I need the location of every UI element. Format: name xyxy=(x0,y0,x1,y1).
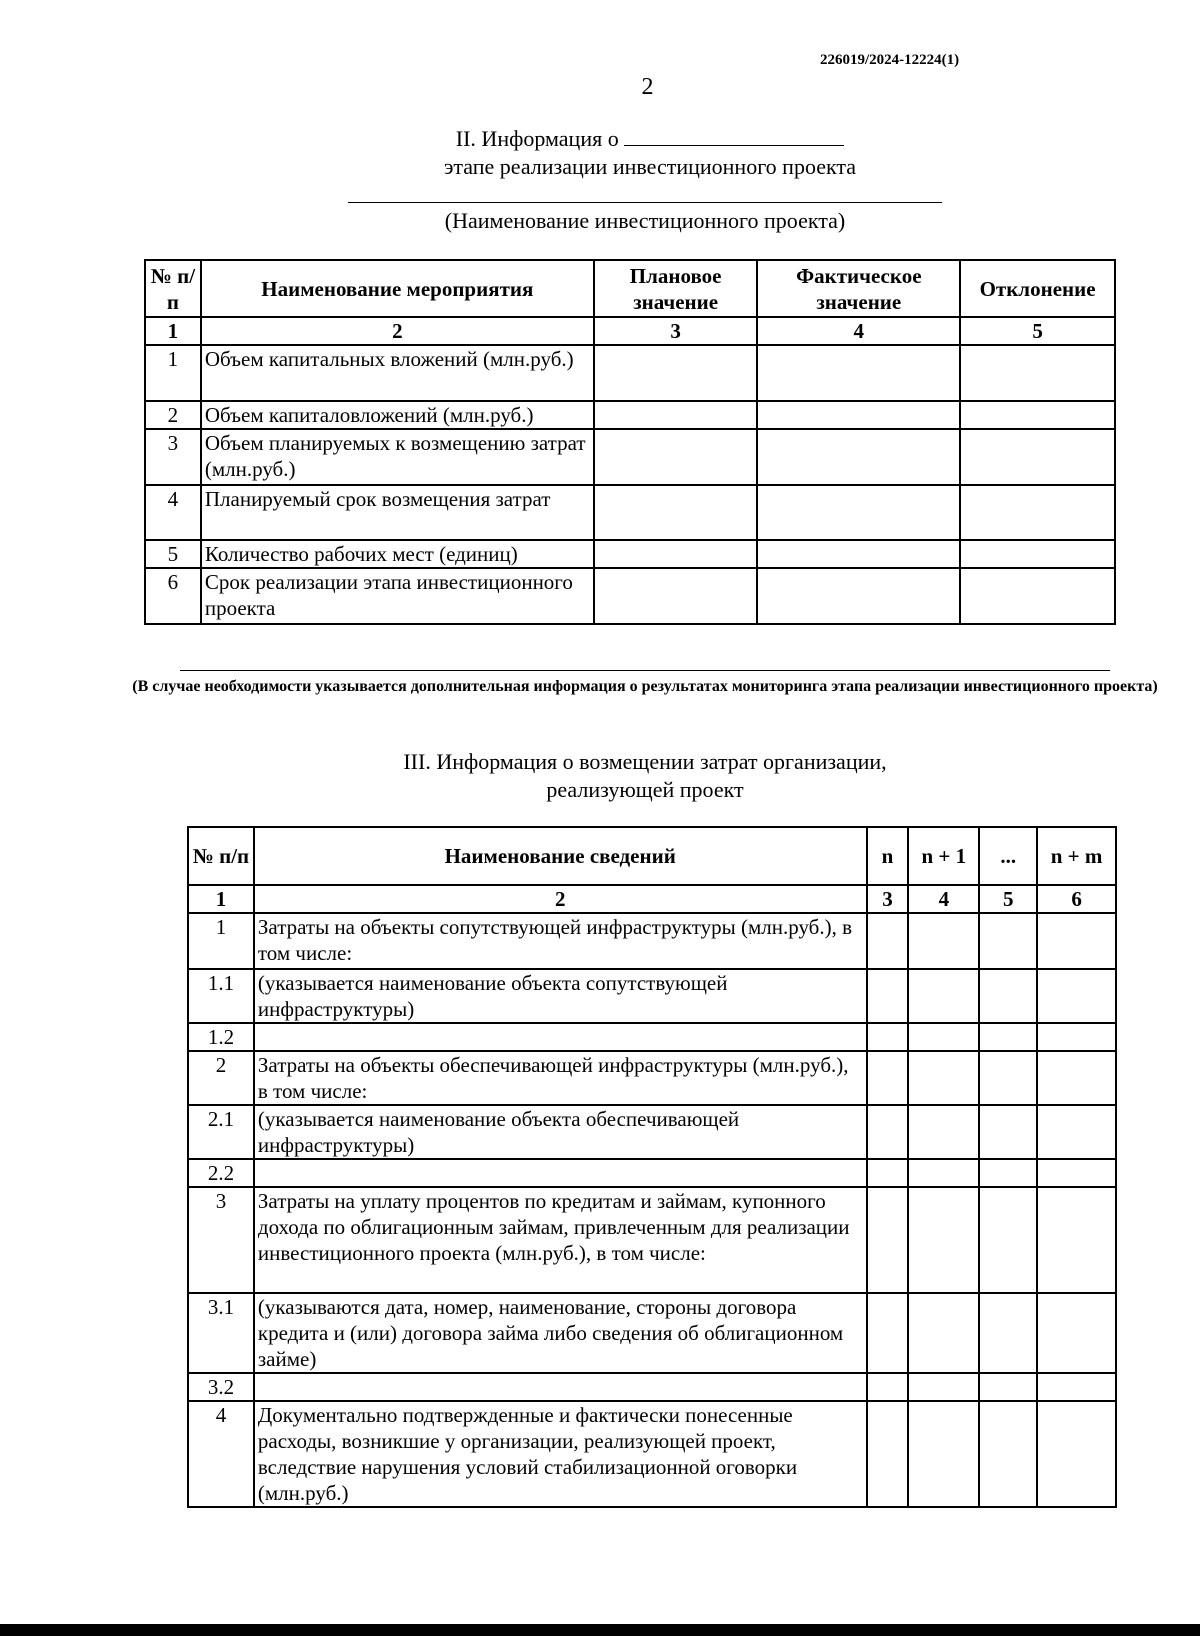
row-num: 1.2 xyxy=(188,1023,254,1051)
row-name: Срок реализации этапа инвестиционного проекта xyxy=(201,568,594,624)
header-deviation: Отклонение xyxy=(960,260,1115,317)
row-name: Объем планируемых к возмещению затрат (млн.руб.) xyxy=(201,429,594,485)
row-name: (указываются дата, номер, наименование, стороны договора кредита и (или) договора займа либо сведения об облигационном займе) xyxy=(254,1293,867,1373)
col-number: 5 xyxy=(979,885,1037,913)
project-name-label: (Наименование инвестиционного проекта) xyxy=(444,208,846,233)
row-num: 1 xyxy=(188,913,254,969)
header-planned: Плановое значение xyxy=(594,260,758,317)
additional-info-line xyxy=(180,670,1110,671)
row-num: 2 xyxy=(188,1051,254,1105)
row-num: 2.2 xyxy=(188,1159,254,1187)
header-year-ellipsis: ... xyxy=(979,827,1037,885)
row-name: Затраты на уплату процентов по кредитам и займам, купонного дохода по облигационным займам, привлеченным для реализации инвестиционного проекта (млн.руб.), в том числе: xyxy=(254,1187,867,1293)
header-event-name: Наименование мероприятия xyxy=(201,260,594,317)
col-number: 5 xyxy=(960,317,1115,345)
header-year-nm: n + m xyxy=(1037,827,1116,885)
header-num: № п/п xyxy=(145,260,201,317)
table-row xyxy=(145,485,1115,540)
row-name: Количество рабочих мест (единиц) xyxy=(201,540,594,568)
row-name xyxy=(254,1159,867,1187)
row-name: Документально подтвержденные и фактически понесенные расходы, возникшие у организации, реализующей проект, вследствие нарушения условий стабилизационной оговорки (млн.руб.) xyxy=(254,1401,867,1507)
col-number: 6 xyxy=(1037,885,1116,913)
col-number: 3 xyxy=(867,885,909,913)
table-row xyxy=(188,1401,1116,1507)
blank-stage-line xyxy=(624,125,844,146)
row-name: Затраты на объекты сопутствующей инфраструктуры (млн.руб.), в том числе: xyxy=(254,913,867,969)
scan-bottom-edge xyxy=(0,1624,1200,1636)
section2-title-line1: II. Информация о xyxy=(455,126,619,151)
header-year-n: n xyxy=(867,827,909,885)
row-num: 1 xyxy=(145,345,201,401)
section3-title xyxy=(0,748,1200,804)
header-year-n1: n + 1 xyxy=(908,827,979,885)
row-num: 1.1 xyxy=(188,969,254,1023)
table-row xyxy=(188,1023,1116,1051)
header-info-name: Наименование сведений xyxy=(254,827,867,885)
row-num: 4 xyxy=(145,485,201,540)
col-number: 2 xyxy=(254,885,867,913)
row-num: 6 xyxy=(145,568,201,624)
row-num: 3 xyxy=(145,429,201,485)
cost-reimbursement-table xyxy=(187,826,1117,1508)
col-number: 4 xyxy=(757,317,960,345)
row-name: (указывается наименование объекта сопутствующей инфраструктуры) xyxy=(254,969,867,1023)
col-number: 2 xyxy=(201,317,594,345)
row-num: 2.1 xyxy=(188,1105,254,1159)
table-row xyxy=(188,913,1116,969)
col-number: 1 xyxy=(188,885,254,913)
stage-info-table xyxy=(144,259,1116,625)
table-row xyxy=(145,401,1115,429)
section2-title-line2: этапе реализации инвестиционного проекта xyxy=(443,154,857,179)
document-number: 226019/2024-12224(1) xyxy=(820,52,960,68)
row-num: 4 xyxy=(188,1401,254,1507)
row-num: 5 xyxy=(145,540,201,568)
section3-title-line2: реализующей проект xyxy=(546,777,744,802)
col-number: 4 xyxy=(908,885,979,913)
table-row xyxy=(188,1105,1116,1159)
col-number: 1 xyxy=(145,317,201,345)
header-num: № п/п xyxy=(188,827,254,885)
col-number: 3 xyxy=(594,317,758,345)
table-row xyxy=(188,1159,1116,1187)
row-name: (указывается наименование объекта обеспечивающей инфраструктуры) xyxy=(254,1105,867,1159)
table-row xyxy=(188,1293,1116,1373)
page-number: 2 xyxy=(641,74,654,100)
table-row xyxy=(188,1187,1116,1293)
section2-title xyxy=(0,125,1200,181)
section3-title-line1: III. Информация о возмещении затрат организации, xyxy=(403,749,887,774)
row-num: 2 xyxy=(145,401,201,429)
additional-info-note: (В случае необходимости указывается дополнительная информация о результатах мониторинга этапа реализации инвестиционного проекта) xyxy=(132,678,1158,695)
table-row xyxy=(188,1051,1116,1105)
table-row xyxy=(188,969,1116,1023)
row-name: Объем капитальных вложений (млн.руб.) xyxy=(201,345,594,401)
table-row xyxy=(145,429,1115,485)
header-actual: Фактическое значение xyxy=(757,260,960,317)
row-num: 3 xyxy=(188,1187,254,1293)
row-num: 3.1 xyxy=(188,1293,254,1373)
table-row xyxy=(145,568,1115,624)
row-name xyxy=(254,1023,867,1051)
row-name xyxy=(254,1373,867,1401)
row-name: Затраты на объекты обеспечивающей инфраструктуры (млн.руб.), в том числе: xyxy=(254,1051,867,1105)
table-row xyxy=(145,540,1115,568)
row-name: Планируемый срок возмещения затрат xyxy=(201,485,594,540)
row-name: Объем капиталовложений (млн.руб.) xyxy=(201,401,594,429)
table-row xyxy=(145,345,1115,401)
project-name-line xyxy=(348,202,942,203)
table-row xyxy=(188,1373,1116,1401)
row-num: 3.2 xyxy=(188,1373,254,1401)
